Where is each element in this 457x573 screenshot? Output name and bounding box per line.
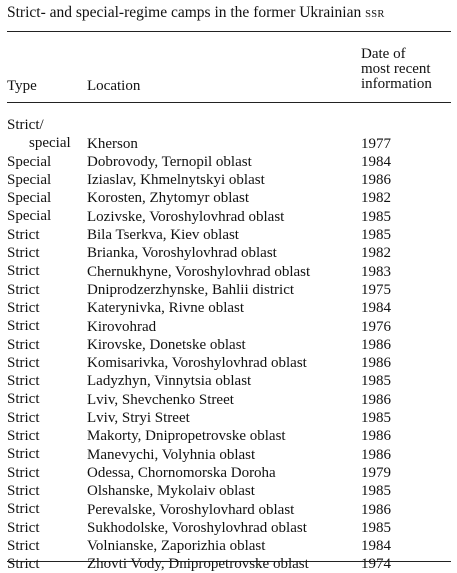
table-row (0, 537, 457, 555)
cell-year: 1975 (361, 281, 391, 298)
cell-year: 1985 (361, 519, 391, 536)
cell-year: 1984 (361, 153, 391, 170)
cell-type: Strict (7, 263, 40, 280)
cell-type: Strict (7, 281, 40, 298)
cell-type: Strict (7, 318, 40, 335)
cell-year: 1985 (361, 373, 391, 390)
header-date (361, 47, 432, 92)
table-row (0, 427, 457, 445)
cell-location: Chernukhyne, Voroshylovhrad oblast (87, 263, 311, 280)
table-row (0, 244, 457, 262)
table-row (0, 372, 457, 390)
cell-location: Volnianske, Zaporizhia oblast (87, 538, 266, 555)
cell-year: 1979 (361, 464, 391, 481)
cell-location: Korosten, Zhytomyr oblast (87, 190, 250, 207)
cell-type: Special (7, 190, 52, 207)
cell-type: Strict (7, 373, 40, 390)
cell-year: 1985 (361, 227, 391, 244)
cell-location: Dniprodzerzhynske, Bahlii district (87, 281, 295, 298)
cell-year: 1984 (361, 300, 391, 317)
cell-type: Strict (7, 409, 40, 426)
cell-year: 1982 (361, 245, 391, 262)
table-row (0, 171, 457, 189)
cell-type: Strict (7, 299, 40, 316)
cell-location: Lozivske, Voroshylovhrad oblast (87, 208, 285, 225)
cell-type: Strict (7, 537, 40, 554)
header-date-line-1: Date of (361, 46, 406, 62)
cell-type-line-2: special (29, 135, 71, 151)
cell-year: 1977 (361, 135, 391, 152)
table-title (7, 3, 385, 25)
header-rule (7, 102, 451, 103)
cell-year: 1985 (361, 208, 391, 225)
cell-year: 1983 (361, 263, 391, 280)
cell-location: Lviv, Stryi Street (87, 410, 190, 427)
cell-type: Strict (7, 519, 40, 536)
cell-location: Iziaslav, Khmelnytskyi oblast (87, 172, 265, 189)
cell-type: Special (7, 171, 52, 188)
table-body (0, 116, 457, 573)
top-rule (7, 31, 451, 32)
cell-type: Strict (7, 464, 40, 481)
cell-year: 1982 (361, 190, 391, 207)
table-row (0, 153, 457, 171)
table-row (0, 189, 457, 207)
cell-location: Kirovohrad (87, 318, 157, 335)
table-row (0, 409, 457, 427)
cell-type-line-1: Strict/ (7, 117, 44, 133)
cell-year: 1986 (361, 336, 391, 353)
cell-type (7, 116, 71, 152)
cell-year: 1985 (361, 410, 391, 427)
cell-type: Strict (7, 501, 40, 518)
table-row (0, 482, 457, 500)
cell-location: Perevalske, Voroshylovhard oblast (87, 501, 295, 518)
cell-year: 1986 (361, 501, 391, 518)
cell-year: 1986 (361, 428, 391, 445)
cell-type: Strict (7, 428, 40, 445)
header-date-line-3: information (361, 76, 432, 92)
cell-year: 1986 (361, 355, 391, 372)
cell-location: Sukhodolske, Voroshylovhrad oblast (87, 519, 307, 536)
header-date-line-2: most recent (361, 61, 431, 77)
cell-year: 1986 (361, 446, 391, 463)
cell-location: Zhovti Vody, Dnipropetrovske oblast (87, 556, 309, 573)
cell-type: Strict (7, 446, 40, 463)
cell-location: Bila Tserkva, Kiev oblast (87, 227, 239, 244)
table-row (0, 299, 457, 317)
bottom-rule (7, 561, 451, 562)
cell-location: Dobrovody, Ternopil oblast (87, 153, 252, 170)
table-row (0, 519, 457, 537)
table-row (0, 390, 457, 408)
table-row (0, 555, 457, 573)
table-row (0, 317, 457, 335)
cell-year: 1986 (361, 172, 391, 189)
cell-location: Odessa, Chornomorska Doroha (87, 464, 276, 481)
table-row (0, 226, 457, 244)
cell-year: 1976 (361, 318, 391, 335)
header-location: Location (87, 78, 141, 94)
table-row (0, 281, 457, 299)
cell-type: Special (7, 153, 52, 170)
cell-year: 1984 (361, 538, 391, 555)
cell-year: 1974 (361, 556, 391, 573)
table-row (0, 354, 457, 372)
cell-location: Komisarivka, Voroshylovhrad oblast (87, 355, 307, 372)
cell-year: 1986 (361, 391, 391, 408)
table-row (0, 262, 457, 280)
cell-type: Special (7, 208, 52, 225)
table-row (0, 207, 457, 225)
cell-location: Ladyzhyn, Vinnytsia oblast (87, 373, 252, 390)
cell-location: Brianka, Voroshylovhrad oblast (87, 245, 277, 262)
cell-location: Makorty, Dnipropetrovske oblast (87, 428, 286, 445)
cell-location: Katerynivka, Rivne oblast (87, 300, 245, 317)
cell-type: Strict (7, 336, 40, 353)
cell-year: 1985 (361, 483, 391, 500)
table-row (0, 336, 457, 354)
cell-type: Strict (7, 556, 40, 573)
cell-location: Kherson (87, 135, 138, 152)
cell-type: Strict (7, 482, 40, 499)
table-row (0, 445, 457, 463)
cell-type: Strict (7, 354, 40, 371)
table-row (0, 500, 457, 518)
cell-type: Strict (7, 226, 40, 243)
header-type: Type (7, 78, 37, 94)
cell-location: Manevychi, Volyhnia oblast (87, 446, 256, 463)
cell-type: Strict (7, 391, 40, 408)
cell-type: Strict (7, 245, 40, 262)
table-row (0, 464, 457, 482)
table-row (0, 116, 457, 153)
table-title-main: Strict- and special-regime camps in the former Ukrainian (7, 4, 366, 21)
cell-location: Olshanske, Mykolaiv oblast (87, 483, 255, 500)
cell-location: Lviv, Shevchenko Street (87, 391, 234, 408)
table-title-abbr: SSR (365, 9, 385, 20)
cell-location: Kirovske, Donetske oblast (87, 336, 246, 353)
